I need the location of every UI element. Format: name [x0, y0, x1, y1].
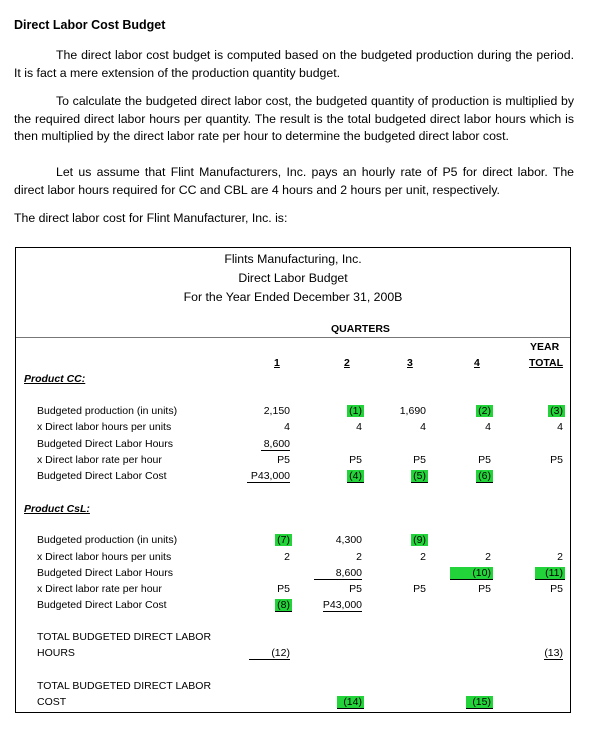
csl-total-hours-per-unit: 2 — [557, 551, 563, 563]
paragraph-2-text: To calculate the budgeted direct labor cost, the budgeted quantity of production is multiplied by the required direct labor hours per quantity. The result is the total budgeted direct labor hours which is then multiplied by the direct labor rate per hour to determine the budgeted direct labor cost. — [14, 94, 574, 143]
year-label: YEAR — [530, 341, 560, 353]
intro-line: The direct labor cost for Flint Manufacturer, Inc. is: — [14, 211, 288, 225]
csl-total-labor-hours-blank: (11) — [535, 567, 565, 580]
section-product-csl: Product CsL: — [24, 503, 90, 515]
csl-q1-hours-per-unit: 2 — [284, 551, 290, 563]
total-hours-label-line1: TOTAL BUDGETED DIRECT LABOR — [37, 631, 212, 643]
total-cost-q4-blank: (15) — [466, 696, 493, 709]
cc-q3-rate: P5 — [413, 454, 426, 466]
paragraph-3-text: Let us assume that Flint Manufacturers, Inc. pays an hourly rate of P5 for direct labor. The direct labor hours required for CC and CBL are 4 hours and 2 hours per unit, respectively. — [14, 165, 574, 197]
col-header-2: 2 — [344, 357, 350, 369]
cc-q2-rate: P5 — [349, 454, 362, 466]
total-cost-q2-blank: (14) — [337, 696, 364, 709]
cc-q1-hours-per-unit: 4 — [284, 421, 290, 433]
cc-row-label: x Direct labor hours per units — [37, 421, 172, 433]
csl-row-label: Budgeted Direct Labor Hours — [37, 567, 173, 579]
cc-row-label: x Direct labor rate per hour — [37, 454, 162, 466]
total-cost-label-line2: COST — [37, 696, 67, 708]
csl-q3-hours-per-unit: 2 — [420, 551, 426, 563]
csl-q2-labor-cost: P43,000 — [322, 599, 362, 611]
cc-q4-hours-per-unit: 4 — [485, 421, 491, 433]
csl-total-rate: P5 — [550, 583, 563, 595]
paragraph-1 — [14, 47, 574, 82]
csl-q1-labor-cost-blank: (8) — [277, 599, 290, 611]
total-cost-label-line1: TOTAL BUDGETED DIRECT LABOR — [37, 680, 212, 692]
paragraph-1-text: The direct labor cost budget is computed based on the budgeted production during the period. It is fact a mere extension of the production quantity budget. — [14, 48, 574, 80]
col-header-1: 1 — [274, 357, 280, 369]
csl-q4-rate: P5 — [478, 583, 491, 595]
page-title: Direct Labor Cost Budget — [14, 18, 166, 32]
cc-q4-production-blank: (2) — [478, 405, 491, 417]
csl-row-label: x Direct labor rate per hour — [37, 583, 162, 595]
cc-total-rate: P5 — [550, 454, 563, 466]
quarters-label: QUARTERS — [331, 323, 390, 335]
cc-row-label: Budgeted production (in units) — [37, 405, 178, 417]
cc-q1-rate: P5 — [277, 454, 290, 466]
csl-row-label: x Direct labor hours per units — [37, 551, 172, 563]
csl-row-label: Budgeted Direct Labor Cost — [37, 599, 167, 611]
cc-q3-hours-per-unit: 4 — [420, 421, 426, 433]
cc-total-hours-per-unit: 4 — [557, 421, 563, 433]
csl-q3-production-blank: (9) — [413, 534, 426, 546]
total-hours-year-blank: (13) — [544, 647, 563, 659]
cc-row-label: Budgeted Direct Labor Cost — [37, 470, 167, 482]
cc-q1-production: 2,150 — [263, 405, 290, 417]
csl-row-label: Budgeted production (in units) — [37, 534, 178, 546]
col-header-total: TOTAL — [529, 357, 564, 369]
csl-q4-hours-per-unit: 2 — [485, 551, 491, 563]
cc-q4-labor-cost-blank: (6) — [478, 470, 491, 482]
total-hours-label-line2: HOURS — [37, 647, 75, 659]
col-header-4: 4 — [474, 357, 480, 369]
paragraph-3 — [14, 164, 574, 199]
header-divider — [16, 337, 570, 338]
cc-q2-hours-per-unit: 4 — [356, 421, 362, 433]
cc-q3-production: 1,690 — [399, 405, 426, 417]
csl-q4-labor-hours-blank: (10) — [450, 567, 493, 580]
cc-q1-labor-cost: P43,000 — [247, 470, 290, 483]
csl-q3-rate: P5 — [413, 583, 426, 595]
paragraph-2 — [14, 93, 574, 146]
csl-q2-labor-hours: 8,600 — [314, 567, 362, 580]
cc-total-production-blank: (3) — [550, 405, 563, 417]
budget-name: Direct Labor Budget — [238, 271, 348, 285]
csl-q1-rate: P5 — [277, 583, 290, 595]
csl-q2-production: 4,300 — [335, 534, 362, 546]
csl-q2-rate: P5 — [349, 583, 362, 595]
cc-q4-rate: P5 — [478, 454, 491, 466]
cc-q3-labor-cost-blank: (5) — [413, 470, 426, 482]
cc-q1-labor-hours: 8,600 — [261, 438, 290, 451]
csl-q2-hours-per-unit: 2 — [356, 551, 362, 563]
cc-q2-labor-cost-blank: (4) — [349, 470, 362, 482]
section-product-cc: Product CC: — [24, 373, 86, 385]
budget-period: For the Year Ended December 31, 200B — [183, 290, 403, 304]
csl-q1-production-blank: (7) — [277, 534, 290, 546]
cc-row-label: Budgeted Direct Labor Hours — [37, 438, 173, 450]
col-header-3: 3 — [407, 357, 413, 369]
total-hours-q1-blank: (12) — [249, 647, 290, 660]
cc-q2-production-blank: (1) — [349, 405, 362, 417]
budget-company: Flints Manufacturing, Inc. — [224, 252, 362, 266]
